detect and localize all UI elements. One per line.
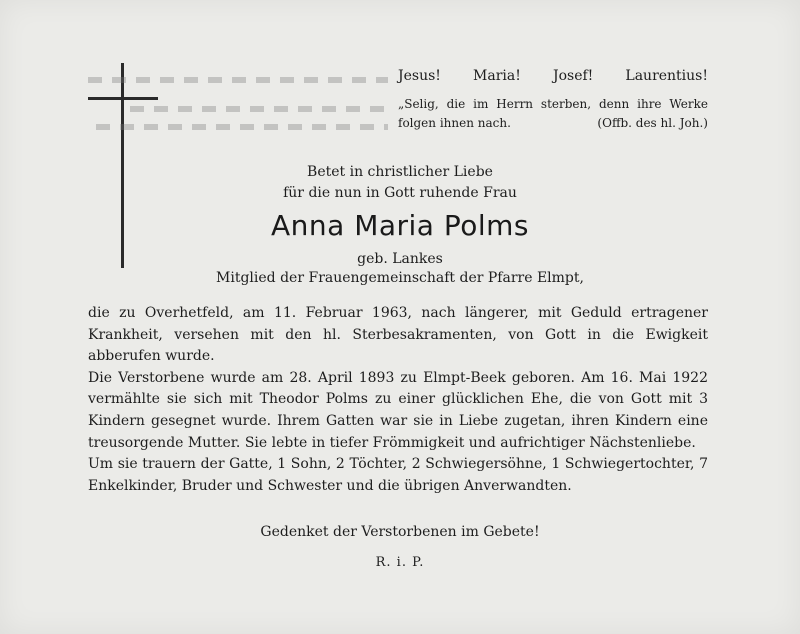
- bible-quote-source: (Offb. des hl. Joh.): [597, 116, 708, 130]
- intro-line2: für die nun in Gott ruhende Frau: [283, 185, 517, 201]
- life-paragraph: Die Verstorbene wurde am 28. April 1893 zu Elmpt-Beek geboren. Am 16. Mai 1922 vermählte sie sich mit Theodor Polms zu einer glücklichen Ehe, die von Gott mit 3 Kindern gesegnet wurde. Ihrem Gatten war sie in Liebe zugetan, ihren Kindern eine treusorgende Mutter. Sie lebte in tiefer Frömmigkeit und aufrichtiger Nächstenliebe.: [88, 369, 708, 451]
- closing-prayer: Gedenket der Verstorbenen im Gebete!: [260, 524, 540, 540]
- bleed-through-text: [96, 124, 388, 130]
- cross-icon-bar: [88, 97, 158, 100]
- bleed-through-text: [88, 77, 388, 83]
- bible-quote-line1: „Selig, die im Herrn sterben, denn ihre Werke: [398, 97, 708, 111]
- rip-text: R. i. P.: [375, 555, 425, 570]
- intro-line1: Betet in christlicher Liebe: [307, 164, 493, 180]
- bleed-through-text: [130, 106, 388, 112]
- deceased-name: Anna Maria Polms: [270, 209, 530, 242]
- invocation-maria: Maria!: [473, 68, 521, 84]
- birth-name: geb. Lankes: [357, 251, 443, 267]
- obituary-body: [88, 303, 708, 497]
- invocation-laurentius: Laurentius!: [625, 68, 708, 84]
- bible-quote-text: folgen ihnen nach.: [398, 116, 511, 130]
- mourners-paragraph: Um sie trauern der Gatte, 1 Sohn, 2 Töchter, 2 Schwiegersöhne, 1 Schwiegertochter, 7 Enkelkinder, Bruder und Schwester und die übrigen Anverwandten.: [88, 456, 708, 494]
- invocation-jesus: Jesus!: [398, 68, 441, 84]
- bible-quote-line2: [398, 116, 708, 130]
- membership: Mitglied der Frauengemeinschaft der Pfarre Elmpt,: [216, 270, 584, 286]
- invocations: [398, 68, 708, 84]
- invocation-josef: Josef!: [552, 68, 594, 84]
- death-paragraph: die zu Overhetfeld, am 11. Februar 1963, nach längerer, mit Geduld ertragener Krankheit, versehen mit den hl. Sterbesakramenten, von Gott in die Ewigkeit abberufen wurde.: [88, 305, 708, 365]
